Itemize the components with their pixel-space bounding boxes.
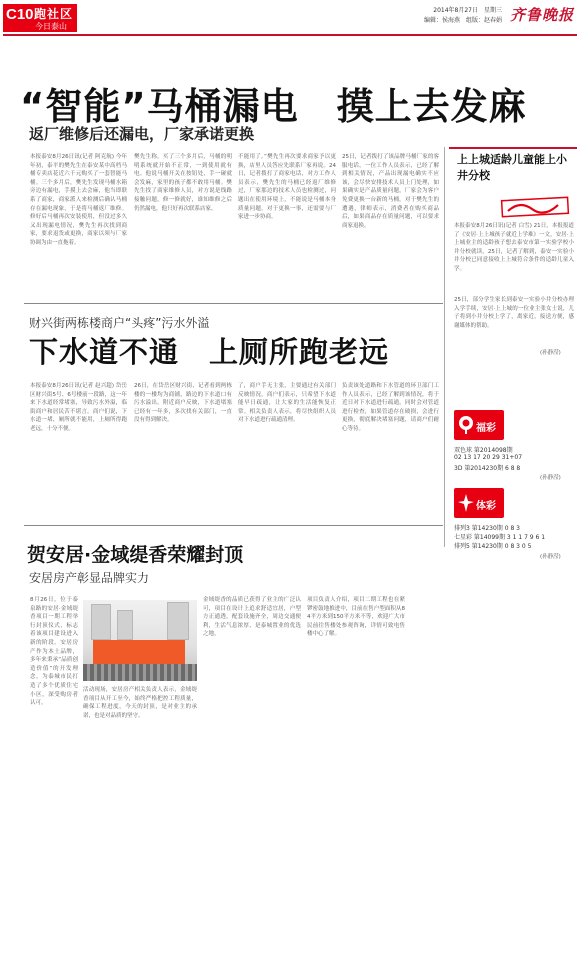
section-code: C10: [6, 6, 34, 23]
building-shape: [167, 602, 189, 640]
header-rule: [3, 34, 577, 36]
fucai-label: 福彩: [476, 423, 496, 434]
sidebar-author: (孙静滢): [540, 350, 561, 356]
story2-col4: 负责该处道路和下水管道的环卫部门工作人员表示，已经了解到该情况，将于近日对下水道进行疏通，同时会对管道进行检查，如果管道存在破损，会进行更换，彻底解决堵塞问题，请商户们耐心等待。: [342, 383, 439, 432]
story3-col2: 活动现场，安居房产相关负责人表示，金域缇香项目从开工至今，始终严格把控工程质量，确保工程进度，今天的封顶，是对业主的承诺，也是对品质的坚守。: [83, 687, 197, 719]
follow-up-stamp-icon: [500, 196, 570, 218]
crowd: [83, 664, 197, 681]
story-divider: [24, 525, 443, 526]
story2-col1: 本报泰安8月26日讯(记者 赵兴超) 岱岳区财兴街5号、6号楼前一段路，这一年来下水道经常堵塞，导致污水外溢，临街商户和居民苦不堪言。商户们说，下水道一堵，厕所就不能用，上厕所得跑老远，十分不便。: [30, 383, 127, 432]
story1-col1: 本报泰安8月26日讯(记者 阿克航) 今年年初，泰平的樊先生在泰安某中高档马桶专卖店花近六千元购买了一套智能马桶。三个多月后，樊先生发现马桶水箱旁边有漏电，手摸上去会麻，他当即联系了商家，商家派人来检测后确认马桶存在漏电现象，于是将马桶返厂维修。修好后马桶再次安装使用，但没过多久又出现漏电情况，樊先生再次找到商家，要求退货或更换，商家以须与厂家协调为由一直拖着。: [30, 154, 127, 246]
story2-col2: 26日，在岱岳区财兴街，记者看到两栋楼的一楼均为商铺，路边的下水道口有污水溢出，附近商户反映，下水道堵塞已经有一年多，多次找有关部门，一直没有得到解决。: [134, 383, 232, 424]
story2-kicker: 财兴街两栋楼商户“头疼”污水外溢: [29, 316, 210, 330]
section-name: 跑社区: [34, 7, 74, 21]
story1-headline: “智能”马桶漏电 摸上去发麻: [20, 85, 527, 128]
building-shape: [91, 604, 111, 640]
fc-line-3: 3D 第2014230期 6 8 8: [454, 465, 521, 472]
sidebar-body-2: 25日，部分学生家长到泰安一实验小井分校办理入学手续，安居·上上城的一位业主张女士说，儿子将到小井分校上学了，离家近，接送方便，感谢媒体的帮助。: [454, 297, 574, 329]
story3-col1: 8月26日，位于泰泉路的安居·金域缇香项目一期工程举行封顶仪式，标志着该项目建设进入新的阶段。安居房产作为本土品牌，多年来秉承“品质创造价值”的开发理念，为泰城市民打造了多个优质住宅小区，深受购房者认可。: [30, 597, 78, 707]
story3-col3: 金域缇香的品质已获得了业主的广泛认可，项目在设计上追求舒适宜居，户型方正通透，配套设施齐全，周边交通便利，生活气息浓厚，是泰城置业的优选之地。: [203, 597, 301, 638]
issue-date: 2014年8月27日 星期三: [433, 7, 502, 14]
fc-line-2: 02 13 17 20 29 31+07: [454, 454, 523, 461]
story1-subhead: 返厂维修后还漏电，厂家承诺更换: [29, 125, 255, 143]
fucai-badge: [454, 410, 504, 440]
ceremony-stage: [93, 640, 185, 664]
story2-headline: 下水道不通 上厕所跑老远: [29, 335, 390, 369]
story2-col3: 了，商户手无主张，主要通过有关部门反映情况。商户们表示，只希望下水道能早日疏通，让大家的生活能恢复正常。相关负责人表示，将尽快组织人员对下水道进行疏通清理。: [238, 383, 336, 424]
fc-author: (孙静滢): [540, 475, 561, 481]
sidebar-headline: 上上城适龄儿童能上小井分校: [457, 153, 567, 182]
story1-col4: 25日，记者拨打了该品牌马桶厂家的客服电话，一位工作人员表示，已经了解到相关情况，产品出现漏电确实不应该，会尽快安排技术人员上门处理，如果确实是产品质量问题，厂家会为客户免费更换一台新的马桶。对于樊先生的遭遇，律师表示，消费者在购买商品后，如果商品存在质量问题，可以要求商家退换。: [342, 154, 439, 229]
section-sub: 今日泰山: [35, 22, 67, 31]
story3-subhead: 安居房产彰显品牌实力: [29, 571, 150, 585]
issue-editors: 编辑：侯海燕 组版：赵春娟: [423, 17, 502, 24]
story3-headline: 贺安居·金域缇香荣耀封顶: [27, 544, 244, 566]
newspaper-logo: 齐鲁晚报: [509, 6, 574, 24]
sidebar-divider: [444, 147, 445, 547]
fucai-logo-icon: [457, 414, 475, 434]
tc-author: (孙静滢): [540, 554, 561, 560]
story3-col4: 项目负责人介绍，项目二期工程也在紧锣密鼓地推进中，目前在售户型面积从84平方米到150平方米不等，欢迎广大市民前往售楼处参观咨询，详情可致电售楼中心了解。: [307, 597, 405, 638]
building-shape: [117, 610, 133, 640]
topping-out-ceremony-photo: [83, 600, 197, 681]
ticai-badge: [454, 488, 504, 518]
tc-line-1: 排列3 第14230期 0 8 3: [454, 525, 520, 532]
ticai-label: 体彩: [476, 501, 496, 512]
section-tag: [3, 4, 77, 32]
story1-col2: 樊先生称，买了三个多月后，马桶的明明系统就开始不正常，一到使用就有电。他说马桶开关在按钮处，手一碰就会发麻，家里的孩子都不敢用马桶。樊先生找了商家维修人员，对方说是线路接触问题，修一修就好，谁知维修之后仍然漏电，他只好再次联系店家。: [134, 154, 232, 212]
sidebar-body: 本报泰安8月26日讯(记者 白雪) 21日，本报报道了《安居·上上城孩子就近上学难》一文，安居·上上城业主的适龄孩子想去泰安市第一实验学校小井分校就读，25日，记者了解到，泰安一实验小井分校已同意接收上上城符合条件的适龄儿童入学。: [454, 223, 574, 272]
ticai-logo-icon: [457, 493, 475, 513]
fc-line-1: 双色球 第2014098期: [454, 447, 513, 454]
tc-line-3: 排列5 第14230期 0 8 3 0 5: [454, 543, 532, 550]
story-divider: [24, 303, 443, 304]
issue-meta: [424, 6, 502, 26]
story1-col3: 不能用了。”樊先生再次要求商家予以更换，店里人员答应先联系厂家再说。24日，记者拨打了商家电话，对方工作人员表示，樊先生的马桶已经返厂维修过，厂家那边的技术人员也检测过，问题出在使用环境上，不能说是马桶本身质量问题。对于更换一事，还需要与厂家进一步协商。: [238, 154, 336, 221]
tc-line-2: 七星彩 第14099期 3 1 1 7 9 6 1: [454, 534, 546, 541]
